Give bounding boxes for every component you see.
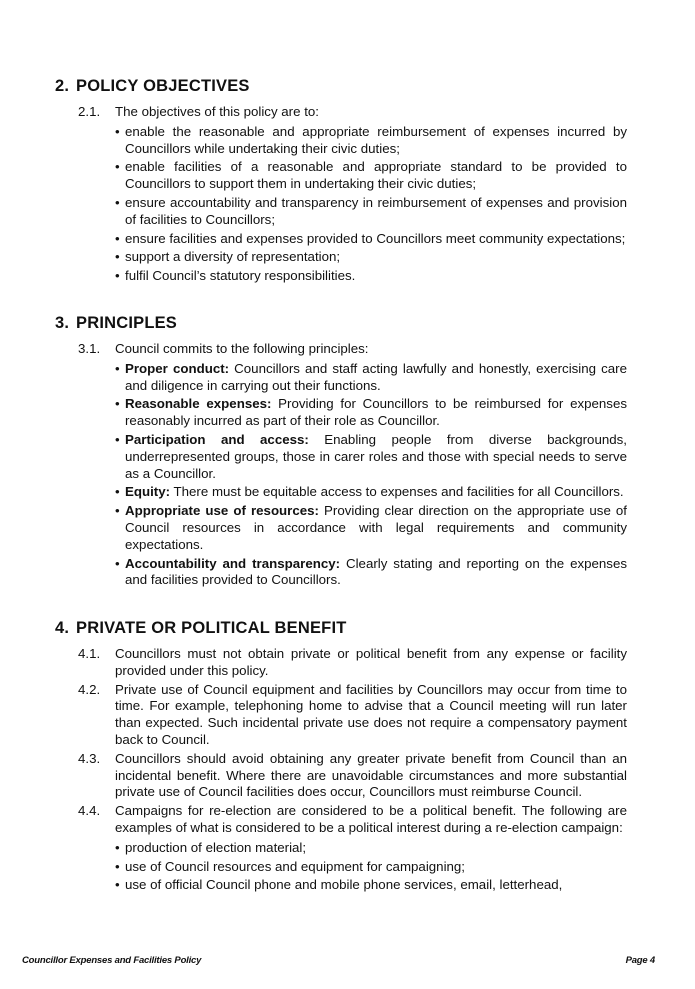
footer-document-title: Councillor Expenses and Facilities Policy — [22, 955, 202, 966]
list-item: • Reasonable expenses: Providing for Councillors to be reimbursed for expenses reasonably incurred as part of their role as Councillor. — [115, 396, 627, 429]
paragraph-text: Council commits to the following principles: — [115, 341, 369, 356]
bullet-icon: • — [115, 123, 120, 139]
list-item: • ensure accountability and transparency in reimbursement of expenses and provision of facilities to Councillors; — [115, 194, 627, 227]
section-title: POLICY OBJECTIVES — [76, 77, 250, 95]
paragraph-text: Councillors must not obtain private or political benefit from any expense or facility provided under this policy. — [115, 646, 627, 678]
bullet-icon: • — [115, 877, 120, 893]
bullet-list — [55, 124, 640, 285]
bullet-icon: • — [115, 159, 120, 175]
paragraph-text: Campaigns for re-election are considered to be a political benefit. The following are examples of what is considered to be a political interest during a re-election campaign: — [115, 803, 627, 835]
bullet-icon: • — [115, 839, 120, 855]
section-principles — [55, 313, 640, 591]
list-item: • Appropriate use of resources: Providing clear direction on the appropriate use of Council resources in accordance with legal requirements and community expectations. — [115, 503, 627, 552]
paragraph-text: The objectives of this policy are to: — [115, 104, 319, 119]
footer-page-number: Page 4 — [625, 955, 655, 966]
section-private-or-political-benefit — [55, 618, 640, 896]
paragraph-4-4 — [78, 803, 640, 837]
paragraph-text: Councillors should avoid obtaining any greater private benefit from Council than an incidental benefit. Where there are unavoidable circumstances and more substantial private use of Council facilities does occur, Councillors must reimburse Council. — [115, 750, 627, 800]
section-number: 2. — [55, 77, 70, 95]
paragraph-number: 4.4. — [78, 803, 101, 819]
section-heading — [55, 313, 640, 333]
bullet-icon: • — [115, 503, 120, 519]
section-number: 4. — [55, 619, 70, 637]
bullet-list — [55, 840, 640, 894]
bullet-icon: • — [115, 194, 120, 210]
list-item: • ensure facilities and expenses provided to Councillors meet community expectations; — [115, 230, 626, 246]
list-item: • fulfil Council’s statutory responsibilities. — [115, 268, 356, 284]
bullet-icon: • — [115, 555, 120, 571]
bullet-icon: • — [115, 268, 120, 284]
paragraph-4-2 — [78, 681, 640, 749]
section-title: PRIVATE OR POLITICAL BENEFIT — [76, 619, 347, 637]
bullet-icon: • — [115, 484, 120, 500]
paragraph-number: 4.2. — [78, 681, 101, 697]
paragraph-number: 4.1. — [78, 646, 101, 661]
list-item: • enable the reasonable and appropriate reimbursement of expenses incurred by Councillors while undertaking their civic duties; — [115, 123, 627, 156]
list-item: • Equity: There must be equitable access to expenses and facilities for all Councillors. — [115, 484, 624, 500]
bullet-list — [55, 361, 640, 589]
bullet-icon: • — [115, 360, 120, 376]
list-item: • support a diversity of representation; — [115, 249, 341, 265]
bullet-icon: • — [115, 396, 120, 412]
paragraph-number: 4.3. — [78, 750, 101, 766]
bullet-icon: • — [115, 230, 120, 246]
list-item: • Proper conduct: Councillors and staff acting lawfully and honestly, exercising care and diligence in carrying out their functions. — [115, 360, 627, 393]
section-policy-objectives — [55, 76, 640, 287]
paragraph-text: Private use of Council equipment and facilities by Councillors may occur from time to time. For example, telephoning home to advise that a Council meeting will run later than expected. Such incidental private use does not require a compensatory payment back to Council. — [115, 681, 627, 747]
paragraph-number: 3.1. — [78, 341, 101, 356]
section-title: PRINCIPLES — [76, 314, 178, 332]
bullet-icon: • — [115, 858, 120, 874]
paragraph-number: 2.1. — [78, 104, 101, 119]
paragraph-2-1 — [78, 104, 640, 121]
section-heading — [55, 618, 640, 638]
list-item: • Accountability and transparency: Clearly stating and reporting on the expenses and facilities provided to Councillors. — [115, 555, 627, 588]
bullet-icon: • — [115, 249, 120, 265]
paragraph-4-1 — [78, 646, 640, 680]
paragraph-4-3 — [78, 750, 640, 801]
list-item: • production of election material; — [115, 839, 307, 855]
list-item: • enable facilities of a reasonable and appropriate standard to be provided to Councillors to support them in undertaking their civic duties; — [115, 159, 627, 192]
section-heading — [55, 76, 640, 96]
list-item: • use of official Council phone and mobile phone services, email, letterhead, — [115, 877, 563, 893]
list-item: • Participation and access: Enabling people from diverse backgrounds, underrepresented groups, those in carer roles and those with special needs to serve as a Councillor. — [115, 431, 627, 481]
section-number: 3. — [55, 314, 70, 332]
paragraph-3-1 — [78, 341, 640, 358]
list-item: • use of Council resources and equipment for campaigning; — [115, 858, 466, 874]
bullet-icon: • — [115, 431, 120, 447]
